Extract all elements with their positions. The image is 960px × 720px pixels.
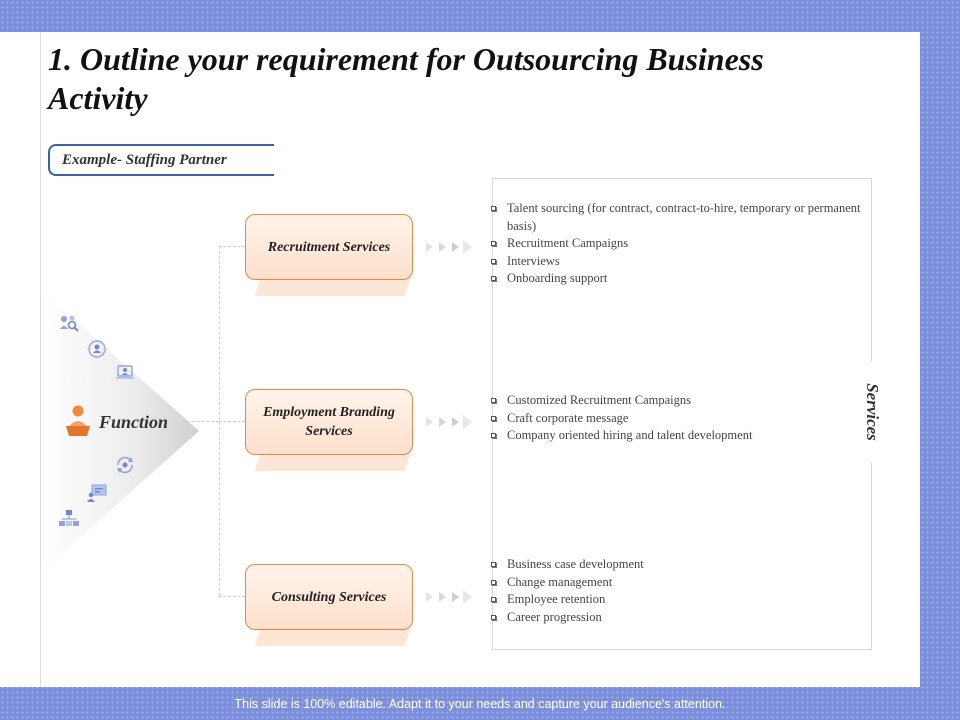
list-item: Onboarding support [490, 270, 870, 288]
footer-note: This slide is 100% editable. Adapt it to your needs and capture your audience's attention. [234, 697, 726, 711]
recruitment-connector [219, 246, 245, 247]
list-item: Craft corporate message [490, 410, 870, 428]
list-item: Company oriented hiring and talent development [490, 427, 870, 445]
list-item: Employee retention [490, 591, 870, 609]
person-laptop-icon [64, 404, 92, 438]
list-item: Customized Recruitment Campaigns [490, 392, 870, 410]
consulting-services-box: Consulting Services [245, 564, 413, 630]
consulting-connector [219, 596, 245, 597]
services-label: Services [863, 383, 882, 441]
network-user-icon [86, 338, 108, 360]
slide [0, 32, 920, 687]
team-search-icon [58, 312, 80, 334]
example-label: Example- Staffing Partner [62, 152, 227, 168]
list-item: Change management [490, 574, 870, 592]
chevron-arrows-icon [426, 239, 472, 255]
function-connector [182, 421, 219, 422]
chevron-arrows-icon [426, 589, 472, 605]
employment-branding-services-box: Employment Branding Services [245, 389, 413, 455]
list-item: Business case development [490, 556, 870, 574]
refresh-gear-icon [114, 454, 136, 476]
consulting-items-list [490, 556, 870, 626]
chevron-arrows-icon [426, 414, 472, 430]
laptop-user-icon [114, 362, 136, 384]
slide-left-rule [40, 32, 41, 687]
example-tag [48, 144, 274, 176]
list-item: Career progression [490, 609, 870, 627]
recruitment-services-box: Recruitment Services [245, 214, 413, 280]
list-item: Talent sourcing (for contract, contract-to-hire, temporary or permanent basis) [490, 200, 870, 235]
list-item: Recruitment Campaigns [490, 235, 870, 253]
function-label: Function [99, 412, 169, 432]
branding-connector [219, 421, 245, 422]
branding-items-list [490, 392, 870, 445]
org-chart-icon [58, 508, 80, 530]
slide-title: 1. Outline your requirement for Outsourcing Business Activity [48, 41, 764, 116]
recruitment-items-list [490, 200, 870, 288]
list-item: Interviews [490, 253, 870, 271]
presentation-icon [86, 482, 108, 504]
